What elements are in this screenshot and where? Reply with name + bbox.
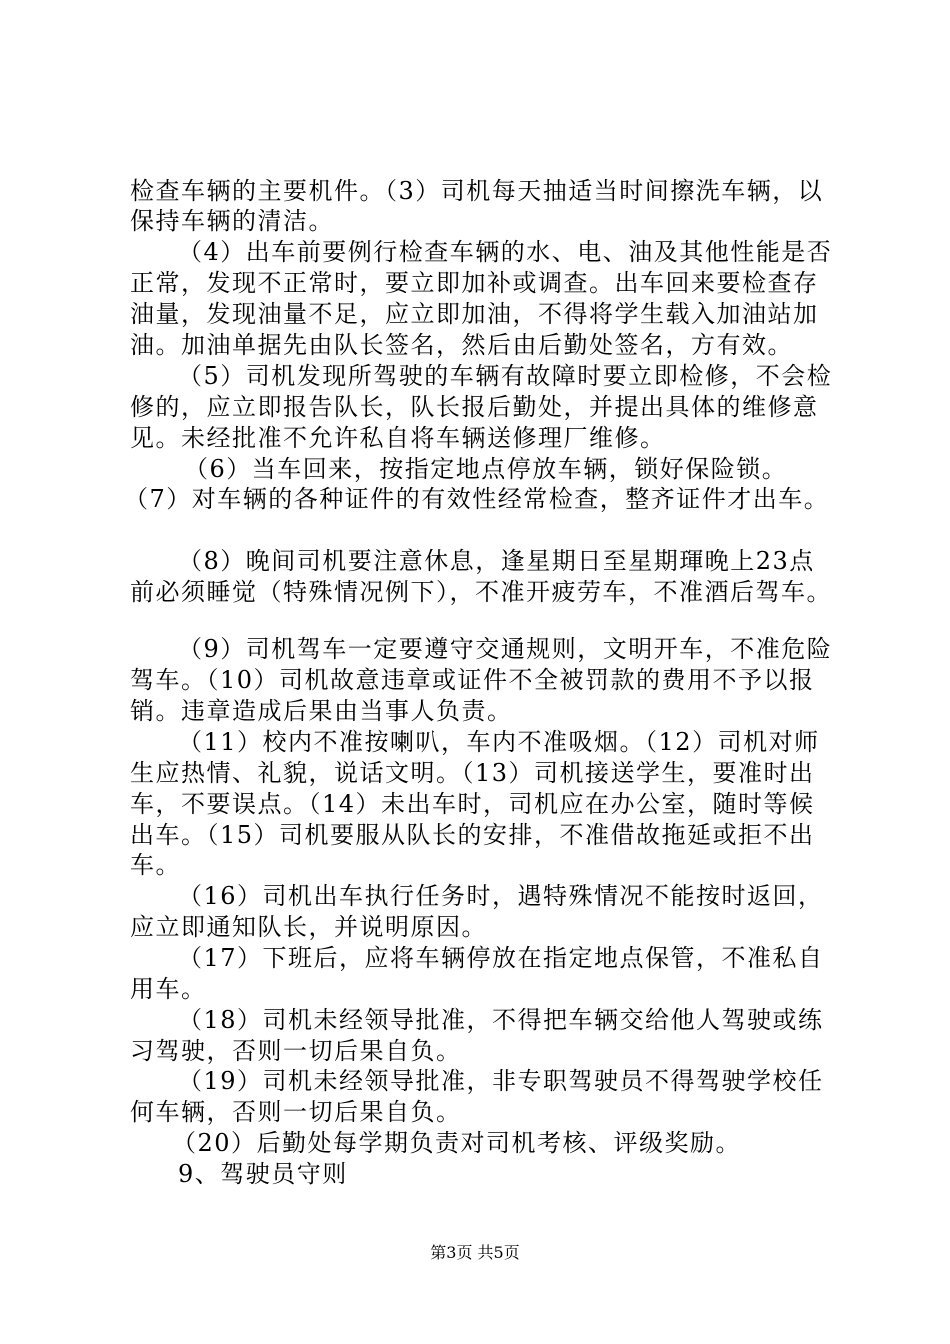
text-line: 检查车辆的主要机件。（3）司机每天抽适当时间擦洗车辆，以	[130, 177, 824, 205]
text-line: 销。违章造成后果由当事人负责。	[130, 697, 513, 725]
text-line: 生应热情、礼貌，说话文明。（13）司机接送学生，要准时出	[130, 759, 815, 787]
page-number-footer: 第3页 共5页	[430, 1243, 520, 1262]
text-line: 油量，发现油量不足，应立即加油，不得将学生载入加油站加	[130, 300, 819, 328]
text-line: 驾车。（10）司机故意违章或证件不全被罚款的费用不予以报	[130, 666, 815, 694]
text-line: 保持车辆的清洁。	[130, 207, 334, 235]
text-line: 应立即通知队长，并说明原因。	[130, 913, 487, 941]
text-line: （18）司机未经领导批准，不得把车辆交给他人驾驶或练	[178, 1006, 824, 1034]
text-line: （5）司机发现所驾驶的车辆有故障时要立即检修，不会检	[178, 362, 833, 390]
text-line: 用车。	[130, 975, 207, 1003]
text-line: （4）出车前要例行检查车辆的水、电、油及其他性能是否	[178, 238, 833, 266]
text-line: 习驾驶，否则一切后果自负。	[130, 1037, 462, 1065]
text-line: （16）司机出车执行任务时，遇特殊情况不能按时返回，	[178, 882, 824, 910]
section-heading: 9、驾驶员守则	[178, 1160, 348, 1188]
text-line: （20）后勤处每学期负责对司机考核、评级奖励。	[172, 1129, 742, 1157]
text-line: （19）司机未经领导批准，非专职驾驶员不得驾驶学校任	[178, 1067, 824, 1095]
text-line: 正常，发现不正常时，要立即加补或调查。出车回来要检查存	[130, 269, 819, 297]
text-line: 油。加油单据先由队长签名，然后由后勤处签名，方有效。	[130, 331, 793, 359]
text-line: （11）校内不准按喇叭，车内不准吸烟。（12）司机对师	[178, 728, 820, 756]
text-line: 车。	[130, 851, 181, 879]
text-line: 车，不要误点。（14）未出车时，司机应在办公室，随时等候	[130, 790, 815, 818]
text-line: （8）晚间司机要注意休息，逢星期日至星期琿晚上23点	[178, 547, 815, 575]
text-line: 何车辆，否则一切后果自负。	[130, 1098, 462, 1126]
text-line: 见。未经批准不允许私自将车辆送修理厂维修。	[130, 424, 666, 452]
text-line: （9）司机驾车一定要遵守交通规则，文明开车，不准危险	[178, 635, 833, 663]
text-line: 修的，应立即报告队长，队长报后勤处，并提出具体的维修意	[130, 393, 819, 421]
text-line: （17）下班后，应将车辆停放在指定地点保管，不准私自	[178, 944, 824, 972]
text-line: 前必须睡觉（特殊情况例下），不准开疲劳车，不准酒后驾车。	[130, 578, 832, 606]
text-line: （6）当车回来，按指定地点停放车辆，锁好保险锁。	[184, 455, 788, 483]
text-line: 出车。（15）司机要服从队长的安排，不准借故拖延或拒不出	[130, 821, 815, 849]
text-line: （7）对车辆的各种证件的有效性经常检查，整齐证件才出车。	[124, 485, 830, 513]
